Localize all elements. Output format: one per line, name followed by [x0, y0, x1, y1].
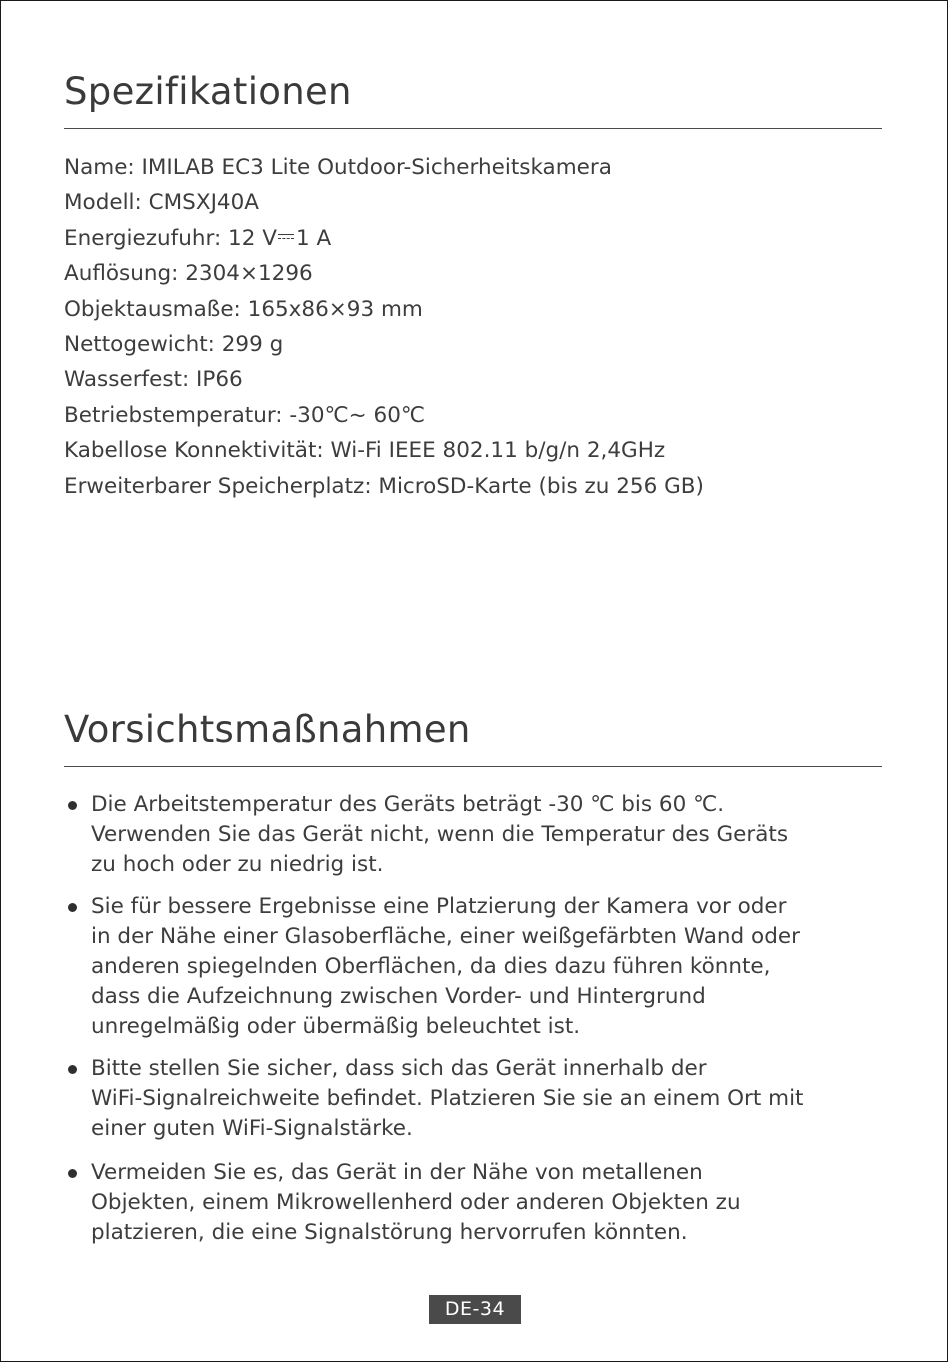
spec-value: 1 A: [295, 225, 332, 251]
list-item: [64, 1054, 894, 1144]
page-number-badge: DE-34: [429, 1295, 521, 1324]
spec-value: -30℃~ 60℃: [289, 402, 426, 428]
list-item-line: platzieren, die eine Signalstörung hervorrufen könnten.: [91, 1220, 688, 1245]
specifications-list: [64, 150, 704, 504]
spec-value: 165x86×93 mm: [247, 296, 423, 322]
bullet-icon: [68, 801, 77, 810]
spec-value: IP66: [196, 367, 243, 393]
list-item-line: Objekten, einem Mikrowellenherd oder anderen Objekten zu: [91, 1190, 741, 1215]
list-item: [64, 1158, 894, 1248]
spec-label: Objektausmaße:: [64, 296, 241, 322]
spec-power: [64, 221, 704, 256]
list-item-line: Sie für bessere Ergebnisse eine Platzierung der Kamera vor oder: [91, 894, 787, 919]
list-item-line: in der Nähe einer Glasoberfläche, einer weißgefärbten Wand oder: [91, 924, 800, 949]
dc-current-icon: [278, 232, 294, 242]
list-item-line: zu hoch oder zu niedrig ist.: [91, 852, 384, 877]
list-item-line: unregelmäßig oder übermäßig beleuchtet ist.: [91, 1014, 581, 1039]
spec-label: Erweiterbarer Speicherplatz:: [64, 473, 372, 499]
spec-dimensions: [64, 292, 704, 327]
list-item-line: Verwenden Sie das Gerät nicht, wenn die Temperatur des Geräts: [91, 822, 789, 847]
list-item-line: einer guten WiFi-Signalstärke.: [91, 1116, 413, 1141]
spec-value: 299 g: [221, 332, 284, 358]
spec-value: CMSXJ40A: [148, 190, 259, 216]
list-item-line: WiFi-Signalreichweite befindet. Platzieren Sie sie an einem Ort mit: [91, 1086, 804, 1111]
spec-value: 12 V: [228, 225, 277, 251]
spec-operating-temperature: [64, 398, 704, 433]
spec-label: Wasserfest:: [64, 367, 190, 393]
spec-value: 2304×1296: [185, 261, 313, 287]
list-item-line: Die Arbeitstemperatur des Geräts beträgt -30 ℃ bis 60 ℃.: [91, 792, 725, 817]
list-item: [64, 790, 894, 880]
spec-wireless-connectivity: [64, 433, 704, 468]
precautions-divider: [64, 766, 882, 767]
spec-model: [64, 185, 704, 220]
spec-waterproof: [64, 362, 704, 397]
specifications-divider: [64, 128, 882, 129]
spec-value: IMILAB EC3 Lite Outdoor-Sicherheitskamera: [141, 155, 612, 180]
list-item-line: dass die Aufzeichnung zwischen Vorder- und Hintergrund: [91, 984, 706, 1009]
spec-name: [64, 150, 704, 185]
list-item: [64, 892, 894, 1042]
spec-expandable-storage: [64, 469, 704, 504]
precautions-title: Vorsichtsmaßnahmen: [64, 708, 471, 751]
spec-label: Modell:: [64, 190, 142, 216]
specifications-title: Spezifikationen: [64, 70, 352, 113]
spec-label: Betriebstemperatur:: [64, 402, 283, 428]
list-item-line: Bitte stellen Sie sicher, dass sich das Gerät innerhalb der: [91, 1056, 707, 1081]
spec-label: Auflösung:: [64, 261, 179, 287]
list-item-line: anderen spiegelnden Oberflächen, da dies dazu führen könnte,: [91, 954, 771, 979]
bullet-icon: [68, 1065, 77, 1074]
spec-value: Wi-Fi IEEE 802.11 b/g/n 2,4GHz: [330, 438, 666, 464]
list-item-line: Vermeiden Sie es, das Gerät in der Nähe von metallenen: [91, 1160, 703, 1185]
spec-resolution: [64, 256, 704, 291]
bullet-icon: [68, 1169, 77, 1178]
precautions-list: [64, 790, 894, 1260]
spec-net-weight: [64, 327, 704, 362]
bullet-icon: [68, 903, 77, 912]
spec-value: MicroSD-Karte (bis zu 256 GB): [378, 473, 704, 499]
spec-label: Kabellose Konnektivität:: [64, 438, 324, 464]
spec-label: Name:: [64, 155, 135, 180]
spec-label: Nettogewicht:: [64, 332, 215, 358]
spec-label: Energiezufuhr:: [64, 225, 222, 251]
